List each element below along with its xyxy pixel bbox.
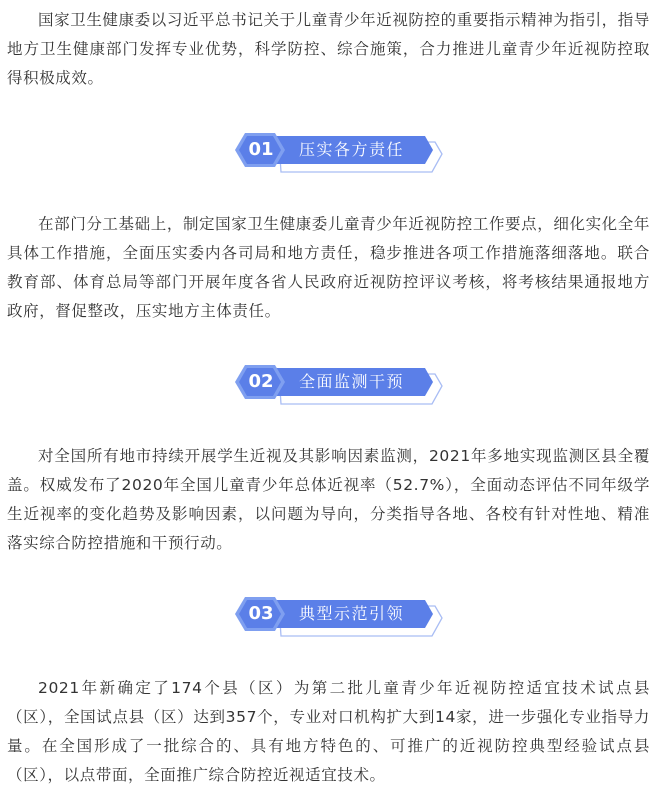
section-body-03: 2021年新确定了174个县（区）为第二批儿童青少年近视防控适宜技术试点县（区），全国试点县（区）达到357个，专业对口机构扩大到14家，进一步强化专业指导力量。在全国形成了一批综合的、具有地方特色的、可推广的近视防控典型经验试点县（区），以点带面，全面推广综合防控近视适宜技术。 <box>7 679 650 784</box>
section-header-01 <box>235 133 440 175</box>
section-header-02 <box>235 365 440 407</box>
section-body-02: 对全国所有地市持续开展学生近视及其影响因素监测，2021年多地实现监测区县全覆盖。权威发布了2020年全国儿童青少年总体近视率（52.7%），全面动态评估不同年级学生近视率的变化趋势及影响因素，以问题为导向，分类指导各地、各校有针对性地、精准落实综合防控措施和干预行动。 <box>7 447 650 552</box>
section-title: 压实各方责任 <box>299 140 405 159</box>
section-header-03 <box>235 597 440 639</box>
section-number: 01 <box>248 139 274 160</box>
section-title: 全面监测干预 <box>299 372 405 391</box>
section-number: 02 <box>248 371 274 392</box>
section-body-01: 在部门分工基础上，制定国家卫生健康委儿童青少年近视防控工作要点，细化实化全年具体工作措施，全面压实委内各司局和地方责任，稳步推进各项工作措施落细落地。联合教育部、体育总局等部门开展年度各省人民政府近视防控评议考核，将考核结果通报地方政府，督促整改，压实地方主体责任。 <box>7 215 650 320</box>
section-title: 典型示范引领 <box>299 604 405 623</box>
intro-paragraph: 国家卫生健康委以习近平总书记关于儿童青少年近视防控的重要指示精神为指引，指导地方卫生健康部门发挥专业优势，科学防控、综合施策，合力推进儿童青少年近视防控取得积极成效。 <box>7 11 650 87</box>
section-number: 03 <box>248 603 274 624</box>
